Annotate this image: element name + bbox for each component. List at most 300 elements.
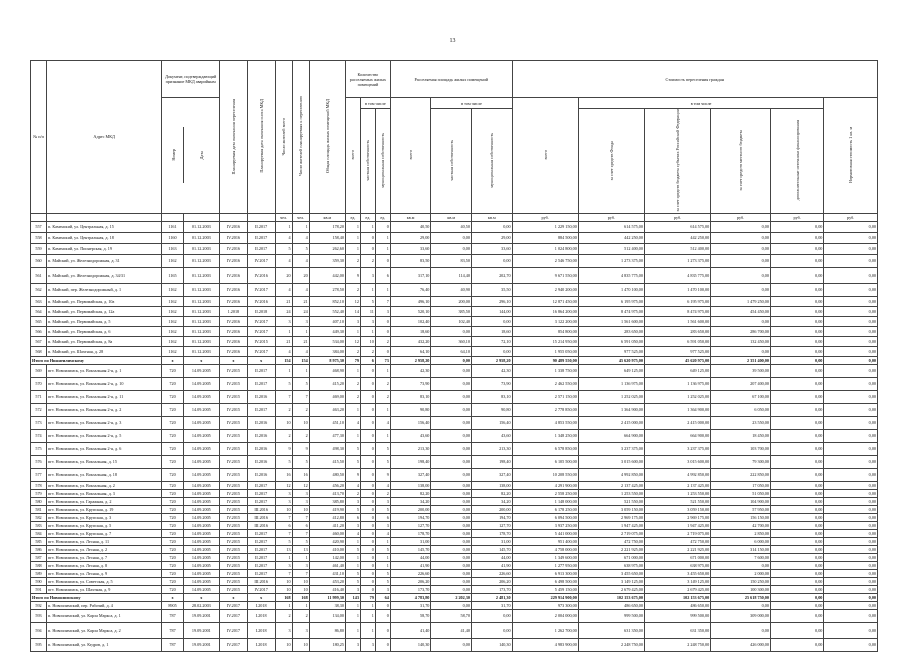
cell: 486 650,00 xyxy=(578,601,644,609)
cell: 6 178 250,00 xyxy=(512,505,578,513)
cell: IV.2015 xyxy=(220,468,248,481)
cell: 14.09.2005 xyxy=(183,545,219,553)
cell: 0,00 xyxy=(431,545,472,553)
cell: 102 153 675,00 xyxy=(644,593,710,601)
cell: 2 xyxy=(375,489,390,497)
cell: 2 481,30 xyxy=(471,593,512,601)
cell: IV.2016 xyxy=(220,267,248,283)
unit-cell: кв.м xyxy=(390,213,431,221)
cell: 18,60 xyxy=(471,326,512,336)
cell: 158,40 xyxy=(309,232,345,243)
cell: 2 137 425,00 xyxy=(644,481,710,489)
cell: 0,00 xyxy=(711,243,771,254)
cell: 0,00 xyxy=(824,521,878,529)
table-row xyxy=(31,403,878,416)
cell: 0,00 xyxy=(431,521,472,529)
cell: 31,00 xyxy=(390,537,431,545)
cell: 2 xyxy=(375,336,390,346)
cell: 1 xyxy=(345,232,360,243)
cell: 45 620 975,00 xyxy=(578,356,644,364)
cell: 0 xyxy=(375,601,390,609)
cell: 18,60 xyxy=(390,326,431,336)
cell: 568 xyxy=(31,346,47,356)
cell: 631 350,00 xyxy=(578,622,644,638)
cell: 0,00 xyxy=(431,601,472,609)
cell: 720 xyxy=(162,553,183,561)
cell: 16 xyxy=(292,468,309,481)
header-residents-relocated: Число жителей планируемых к переселению xyxy=(298,96,304,177)
cell: 01.12.2003 xyxy=(183,283,219,296)
cell: 1 xyxy=(360,601,375,609)
cell: 10 xyxy=(292,416,309,429)
cell: II.2017 xyxy=(247,537,275,545)
cell: 5 xyxy=(275,377,292,390)
cell: IV.2015 xyxy=(220,561,248,569)
cell: 14.09.2005 xyxy=(183,481,219,489)
cell: 1 xyxy=(275,601,292,609)
cell: 589 xyxy=(31,569,47,577)
cell: 286 700,00 xyxy=(711,326,771,336)
cell: 431,10 xyxy=(309,569,345,577)
address-cell: пгт. Новоилимск, ул. Лесная, д. 9 xyxy=(47,569,162,577)
cell: 14.09.2005 xyxy=(183,442,219,455)
address-cell: п. Майский, ул. Железнодорожная, д. 31 xyxy=(47,254,162,267)
header-doc-group: Документ, подтверждающий признание МКД аварийным xyxy=(162,61,220,98)
cell: 0 xyxy=(360,364,375,377)
cell: II.2016 xyxy=(247,390,275,403)
cell: 14.09.2005 xyxy=(183,537,219,545)
cell: IV.2015 xyxy=(220,529,248,537)
cell: 407,10 xyxy=(309,316,345,326)
table-row xyxy=(31,455,878,468)
cell: 3 455 650,00 xyxy=(644,569,710,577)
cell: 1 253 550,00 xyxy=(644,489,710,497)
cell: 3 237 375,00 xyxy=(644,442,710,455)
cell: 0,00 xyxy=(824,497,878,505)
cell: 0,00 xyxy=(770,521,823,529)
cell: 580 xyxy=(31,497,47,505)
cell: 72,10 xyxy=(471,336,512,346)
cell: 51 050,00 xyxy=(711,489,771,497)
cell: 0,00 xyxy=(824,296,878,306)
cell: 572 xyxy=(31,403,47,416)
cell: 720 xyxy=(162,468,183,481)
cell: 1 xyxy=(375,537,390,545)
cell: IV.2017 xyxy=(247,326,275,336)
cell: 29,00 xyxy=(390,232,431,243)
cell: 0,00 xyxy=(770,336,823,346)
cell: 0,00 xyxy=(770,356,823,364)
cell: 226,60 xyxy=(471,569,512,577)
cell: 2 958,20 xyxy=(471,356,512,364)
cell: 567 xyxy=(31,336,47,346)
cell: 2 415 000,00 xyxy=(578,416,644,429)
cell: 454 450,00 xyxy=(711,306,771,316)
cell: 2 xyxy=(345,489,360,497)
cell: 588 xyxy=(31,561,47,569)
cell: II.2017 xyxy=(247,232,275,243)
cell: 6 578 850,00 xyxy=(512,442,578,455)
cell: 24 xyxy=(275,306,292,316)
header-cost-group: Стоимость переселения граждан xyxy=(512,61,877,98)
address-cell: пгт. Новоилимск, ул. Вокзальная 2-я, д. 10 xyxy=(47,377,162,390)
table-row xyxy=(31,232,878,243)
unit-cell: кв.м xyxy=(309,213,345,221)
cell: IV.2017 xyxy=(247,316,275,326)
cell: 0,00 xyxy=(711,622,771,638)
cell: 787 xyxy=(162,622,183,638)
cell: 327,40 xyxy=(390,468,431,481)
cell: 2 719 075,00 xyxy=(644,529,710,537)
cell: x xyxy=(247,593,275,601)
cell: 5 xyxy=(375,545,390,553)
table-row xyxy=(31,497,878,505)
cell: 415,50 xyxy=(309,455,345,468)
cell: 5 xyxy=(345,455,360,468)
cell: 0,00 xyxy=(824,243,878,254)
cell: 5 xyxy=(292,455,309,468)
cell: 2 xyxy=(345,390,360,403)
cell: 521 550,00 xyxy=(644,497,710,505)
cell: 4 853 550,00 xyxy=(512,416,578,429)
unit-cell: кв.м xyxy=(431,213,472,221)
cell: 0,00 xyxy=(770,429,823,442)
cell: 14.09.2005 xyxy=(183,497,219,505)
address-cell: пгт. Новоилимск, ул. Вокзальная 2-я, д. 5 xyxy=(47,429,162,442)
cell: 0 xyxy=(360,521,375,529)
cell: 140,30 xyxy=(390,638,431,651)
cell: 1 136 975,00 xyxy=(644,377,710,390)
cell: 4 xyxy=(292,346,309,356)
cell: 1 xyxy=(275,553,292,561)
header-cost-incl: в том числе xyxy=(578,98,824,109)
cell: 3 015 600,00 xyxy=(578,455,644,468)
address-cell: п. Майский, ул. Железнодорожная, д. 34/31 xyxy=(47,267,162,283)
header-num: № п/п xyxy=(31,61,47,214)
cell: 587 xyxy=(31,553,47,561)
cell: 1 561 600,00 xyxy=(644,316,710,326)
header-planned-demolition: Планируемая дата окончания сноса МКД xyxy=(258,99,264,174)
cell: 5 xyxy=(375,505,390,513)
cell: 2 xyxy=(345,377,360,390)
cell: 498,30 xyxy=(309,442,345,455)
cell: 14 xyxy=(345,306,360,316)
cell: 6 498 500,00 xyxy=(512,577,578,585)
cell: 4 992 850,00 xyxy=(644,468,710,481)
unit-cell: ед. xyxy=(375,213,390,221)
cell: 3 122 200,00 xyxy=(512,316,578,326)
cell: 585 xyxy=(31,537,47,545)
cell: 571 xyxy=(31,390,47,403)
cell: 3 xyxy=(275,622,292,638)
header-cost-excess: Нормативная стоимость 1 кв. м xyxy=(848,126,854,183)
cell: 563 xyxy=(31,296,47,306)
cell: II.2016 xyxy=(247,416,275,429)
cell: 2 xyxy=(275,403,292,416)
cell: 16 xyxy=(275,468,292,481)
header-area-incl: в том числе xyxy=(431,98,512,109)
cell: IV.2016 xyxy=(220,296,248,306)
cell: 590 xyxy=(31,577,47,585)
cell: IV.2016 xyxy=(220,336,248,346)
cell: 90 489 550,00 xyxy=(512,356,578,364)
cell: 103 700,00 xyxy=(711,442,771,455)
cell: III.2016 xyxy=(247,521,275,529)
cell: 2 558 250,00 xyxy=(512,489,578,497)
cell: 6 050,00 xyxy=(711,403,771,416)
cell: 0,00 xyxy=(770,497,823,505)
cell: 1 xyxy=(375,429,390,442)
cell: 01.12.2003 xyxy=(183,296,219,306)
subtotal-label: Итого по Новоилимскому xyxy=(31,593,162,601)
cell: 359,30 xyxy=(309,254,345,267)
cell: 1 xyxy=(360,609,375,622)
cell: 19.09.2001 xyxy=(183,638,219,651)
cell: 5 xyxy=(275,455,292,468)
cell: IV.2016 xyxy=(220,316,248,326)
cell: 0,00 xyxy=(770,537,823,545)
header-rooms-group: Количество расселяемых жилых помещений xyxy=(345,61,390,98)
cell: 31,00 xyxy=(471,537,512,545)
cell: 973 300,00 xyxy=(512,601,578,609)
cell: II.2017 xyxy=(247,364,275,377)
cell: 64 xyxy=(375,593,390,601)
cell: 0,00 xyxy=(431,468,472,481)
cell: 559 xyxy=(31,243,47,254)
address-cell: п. Майский, ул. Первомайская, д. 8а xyxy=(47,336,162,346)
cell: 1 338 750,00 xyxy=(512,364,578,377)
cell: 884 500,00 xyxy=(512,232,578,243)
cell: 0 xyxy=(360,390,375,403)
cell: 24 xyxy=(292,306,309,316)
cell: 102 153 675,00 xyxy=(578,593,644,601)
cell: IV.2015 xyxy=(220,521,248,529)
cell: 0,00 xyxy=(824,306,878,316)
cell: 156,40 xyxy=(471,416,512,429)
cell: 412,80 xyxy=(309,513,345,521)
cell: 0,00 xyxy=(824,455,878,468)
cell: 2 221 925,00 xyxy=(644,545,710,553)
cell: 0,00 xyxy=(770,221,823,232)
cell: 1 955 050,00 xyxy=(512,346,578,356)
cell: 456,20 xyxy=(309,481,345,489)
cell: 40,50 xyxy=(431,221,472,232)
cell: 2 xyxy=(375,377,390,390)
cell: 1 349 600,00 xyxy=(512,553,578,561)
cell: 0,00 xyxy=(471,254,512,267)
cell: 200,00 xyxy=(471,505,512,513)
cell: 4 xyxy=(275,254,292,267)
table-row xyxy=(31,561,878,569)
cell: 1 xyxy=(375,403,390,416)
units-row xyxy=(31,213,878,221)
address-cell: п. Майский, ул. Первомайская, д. 10а xyxy=(47,296,162,306)
cell: II.2017 xyxy=(247,561,275,569)
cell: 0 xyxy=(375,254,390,267)
cell: 0 xyxy=(360,537,375,545)
cell: 1 xyxy=(345,243,360,254)
cell: IV.2015 xyxy=(220,403,248,416)
cell: 10 xyxy=(292,638,309,651)
cell: 442 250,00 xyxy=(644,232,710,243)
cell: 283 650,00 xyxy=(578,326,644,336)
cell: 4 xyxy=(345,529,360,537)
cell: 42 700,00 xyxy=(711,521,771,529)
cell: 3 xyxy=(375,497,390,505)
cell: 4 xyxy=(345,481,360,489)
table-row xyxy=(31,569,878,577)
cell: III.2016 xyxy=(247,577,275,585)
cell: 2 248 750,00 xyxy=(644,638,710,651)
cell: 3 xyxy=(275,489,292,497)
cell: 4 xyxy=(375,481,390,489)
cell: 0 xyxy=(360,569,375,577)
cell: 469,00 xyxy=(309,390,345,403)
cell: 213,30 xyxy=(471,442,512,455)
cell: 5 xyxy=(375,577,390,585)
cell: 0 xyxy=(360,505,375,513)
header-address: Адрес МКД xyxy=(47,61,162,214)
table-row xyxy=(31,377,878,390)
registry-body xyxy=(31,213,878,651)
cell: 0,00 xyxy=(824,529,878,537)
cell: 512 400,00 xyxy=(578,243,644,254)
cell: 416,40 xyxy=(309,585,345,593)
cell: 1 253 550,00 xyxy=(578,489,644,497)
cell: 1 xyxy=(345,601,360,609)
cell: 01.12.2003 xyxy=(183,232,219,243)
unit-cell xyxy=(31,213,47,221)
cell: 0,00 xyxy=(824,553,878,561)
cell: 2 xyxy=(345,254,360,267)
cell: 23 550,00 xyxy=(711,416,771,429)
cell: 1162 xyxy=(162,316,183,326)
cell: 4 983 900,00 xyxy=(512,638,578,651)
cell: 453,20 xyxy=(309,577,345,585)
cell: 413,70 xyxy=(309,489,345,497)
cell: IV.2015 xyxy=(247,336,275,346)
cell: 12 871 450,00 xyxy=(512,296,578,306)
cell: 82,20 xyxy=(390,489,431,497)
cell: 1 xyxy=(292,221,309,232)
cell: 0,00 xyxy=(824,356,878,364)
cell: 561 xyxy=(31,267,47,283)
cell: 4 835 775,00 xyxy=(578,267,644,283)
table-row xyxy=(31,243,878,254)
cell: 560 xyxy=(31,254,47,267)
cell: 2 xyxy=(345,346,360,356)
cell: 0,00 xyxy=(770,481,823,489)
cell: 720 xyxy=(162,481,183,489)
cell: 2 969 175,00 xyxy=(644,513,710,521)
cell: 44,00 xyxy=(471,553,512,561)
table-row xyxy=(31,529,878,537)
cell: 720 xyxy=(162,513,183,521)
cell: 2 221 925,00 xyxy=(578,545,644,553)
cell: 1 xyxy=(360,326,375,336)
cell: 3 xyxy=(345,316,360,326)
cell: 14.09.2005 xyxy=(183,377,219,390)
unit-cell: руб. xyxy=(578,213,644,221)
cell: 2 679 425,00 xyxy=(578,585,644,593)
cell: 720 xyxy=(162,577,183,585)
cell: 0 xyxy=(360,468,375,481)
cell: 2 000,00 xyxy=(711,569,771,577)
header-area-private: частная собственность xyxy=(448,139,454,181)
cell: 649 125,00 xyxy=(644,364,710,377)
cell: 584 xyxy=(31,529,47,537)
cell: 999 500,00 xyxy=(644,609,710,622)
table-row xyxy=(31,513,878,521)
cell: 14.09.2005 xyxy=(183,364,219,377)
cell: 7 xyxy=(275,569,292,577)
cell: 1 136 975,00 xyxy=(578,377,644,390)
unit-cell: ед. xyxy=(345,213,360,221)
cell: 39 500,00 xyxy=(711,364,771,377)
cell: 0,00 xyxy=(770,403,823,416)
unit-cell: чел. xyxy=(275,213,292,221)
cell: 0,00 xyxy=(711,316,771,326)
cell: IV.2015 xyxy=(220,569,248,577)
cell: 1163 xyxy=(162,243,183,254)
cell: 20 xyxy=(292,267,309,283)
cell: 10 xyxy=(292,505,309,513)
cell: x xyxy=(162,356,183,364)
table-row xyxy=(31,489,878,497)
cell: 1162 xyxy=(162,336,183,346)
cell: 3 xyxy=(292,316,309,326)
cell: 5 xyxy=(345,577,360,585)
cell: 0,00 xyxy=(770,561,823,569)
cell: 0,00 xyxy=(431,403,472,416)
cell: IV.2015 xyxy=(220,545,248,553)
cell: 57 950,00 xyxy=(711,505,771,513)
cell: 9 xyxy=(345,267,360,283)
cell: 664 900,00 xyxy=(644,429,710,442)
cell: 410,00 xyxy=(309,545,345,553)
cell: 614 575,00 xyxy=(644,221,710,232)
cell: 154 xyxy=(275,356,292,364)
cell: 4 783,80 xyxy=(390,593,431,601)
cell: 442 250,00 xyxy=(578,232,644,243)
cell: IV.2017 xyxy=(220,601,248,609)
cell: 14.09.2005 xyxy=(183,569,219,577)
cell: 0,00 xyxy=(431,442,472,455)
cell: I.2018 xyxy=(247,622,275,638)
table-row xyxy=(31,442,878,455)
cell: 40,50 xyxy=(390,221,431,232)
cell: 6 xyxy=(275,521,292,529)
cell: I.2018 xyxy=(247,609,275,622)
table-row xyxy=(31,429,878,442)
cell: II.2017 xyxy=(247,403,275,416)
cell: 0,00 xyxy=(431,553,472,561)
cell: 2 248 750,00 xyxy=(578,638,644,651)
cell: 0,00 xyxy=(824,442,878,455)
cell: 664 900,00 xyxy=(578,429,644,442)
cell: 521 550,00 xyxy=(578,497,644,505)
cell: IV.2016 xyxy=(247,296,275,306)
cell: 461,40 xyxy=(309,561,345,569)
cell: 142,00 xyxy=(309,553,345,561)
cell: 2 xyxy=(360,346,375,356)
cell: 15 214 950,00 xyxy=(512,336,578,346)
cell: 7 600,00 xyxy=(711,553,771,561)
cell: IV.2017 xyxy=(220,638,248,651)
cell: 787 xyxy=(162,638,183,651)
cell: 1 xyxy=(345,403,360,416)
table-row xyxy=(31,316,878,326)
